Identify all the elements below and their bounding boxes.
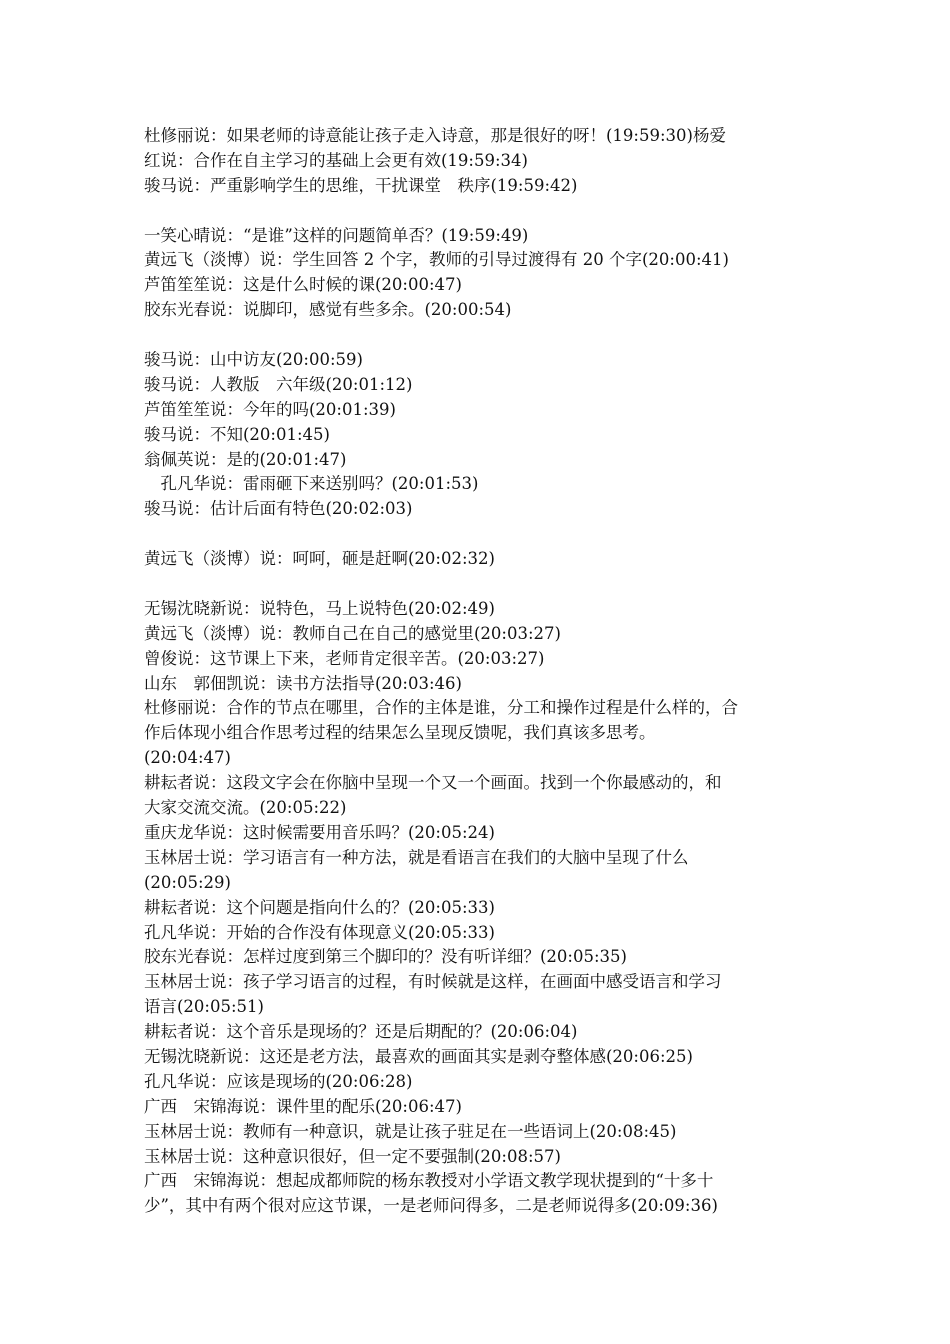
chat-line: 耕耘者说：这个音乐是现场的？还是后期配的？(20:06:04) — [144, 1022, 578, 1042]
chat-line: 杜修丽说：合作的节点在哪里，合作的主体是谁，分工和操作过程是什么样的，合 — [144, 698, 738, 718]
blank-line — [144, 323, 816, 348]
chat-line: 孔凡华说：应该是现场的(20:06:28) — [144, 1071, 413, 1091]
chat-line: (20:04:47) — [144, 748, 231, 768]
chat-line: 孔凡华说：开始的合作没有体现意义(20:05:33) — [144, 922, 495, 942]
chat-line: 骏马说：人教版 六年级(20:01:12) — [144, 374, 413, 394]
chat-line: 无锡沈晓新说：这还是老方法，最喜欢的画面其实是剥夺整体感(20:06:25) — [144, 1046, 693, 1066]
chat-line: 黄远飞（淡博）说：学生回答 2 个字，教师的引导过渡得有 20 个字(20:00:41) — [144, 250, 729, 270]
chat-line: 语言(20:05:51) — [144, 997, 264, 1017]
chat-line: 骏马说：估计后面有特色(20:02:03) — [144, 499, 413, 519]
chat-line: 骏马说：不知(20:01:45) — [144, 424, 330, 444]
chat-line: 玉林居士说：学习语言有一种方法，就是看语言在我们的大脑中呈现了什么 — [144, 847, 689, 867]
chat-line: 大家交流交流。(20:05:22) — [144, 798, 347, 818]
chat-line: 黄远飞（淡博）说：教师自己在自己的感觉里(20:03:27) — [144, 623, 561, 643]
chat-line: 无锡沈晓新说：说特色，马上说特色(20:02:49) — [144, 598, 495, 618]
chat-line: 骏马说：山中访友(20:00:59) — [144, 350, 363, 370]
chat-line: 曾俊说：这节课上下来，老师肯定很辛苦。(20:03:27) — [144, 648, 545, 668]
chat-line: 耕耘者说：这个问题是指向什么的？(20:05:33) — [144, 897, 495, 917]
document-body — [144, 124, 816, 1219]
chat-line: 重庆龙华说：这时候需要用音乐吗？(20:05:24) — [144, 822, 495, 842]
chat-line: 作后体现小组合作思考过程的结果怎么呈现反馈呢，我们真该多思考。 — [144, 723, 656, 743]
chat-line: 骏马说：严重影响学生的思维，干扰课堂 秩序(19:59:42) — [144, 175, 578, 195]
blank-line — [144, 522, 816, 547]
chat-line: 玉林居士说：教师有一种意识，就是让孩子驻足在一些语词上(20:08:45) — [144, 1121, 677, 1141]
chat-line: 红说：合作在自主学习的基础上会更有效(19:59:34) — [144, 150, 528, 170]
chat-line: 耕耘者说：这段文字会在你脑中呈现一个又一个画面。找到一个你最感动的，和 — [144, 773, 722, 793]
chat-line: 胶东光春说：说脚印，感觉有些多余。(20:00:54) — [144, 300, 512, 320]
chat-line: 芦笛笙笙说：今年的吗(20:01:39) — [144, 399, 396, 419]
chat-line: 一笑心晴说：“是谁”这样的问题简单否？(19:59:49) — [144, 225, 529, 245]
chat-line: 广西 宋锦海说：课件里的配乐(20:06:47) — [144, 1096, 462, 1116]
blank-line — [144, 572, 816, 597]
chat-line: 少”，其中有两个很对应这节课，一是老师问得多，二是老师说得多(20:09:36) — [144, 1196, 718, 1216]
chat-line: 孔凡华说：雷雨砸下来送别吗？(20:01:53) — [144, 474, 479, 494]
chat-line: 芦笛笙笙说：这是什么时候的课(20:00:47) — [144, 275, 462, 295]
chat-line: 玉林居士说：这种意识很好，但一定不要强制(20:08:57) — [144, 1146, 561, 1166]
chat-line: 胶东光春说：怎样过度到第三个脚印的？没有听详细？(20:05:35) — [144, 947, 627, 967]
chat-line: 翁佩英说：是的(20:01:47) — [144, 449, 347, 469]
chat-line: 玉林居士说：孩子学习语言的过程，有时候就是这样，在画面中感受语言和学习 — [144, 972, 722, 992]
chat-line: 山东 郭佃凯说：读书方法指导(20:03:46) — [144, 673, 462, 693]
chat-line: 广西 宋锦海说：想起成都师院的杨东教授对小学语文教学现状提到的“十多十 — [144, 1171, 714, 1191]
chat-line: (20:05:29) — [144, 872, 231, 892]
blank-line — [144, 199, 816, 224]
chat-line: 黄远飞（淡博）说：呵呵，砸是赶啊(20:02:32) — [144, 549, 495, 569]
chat-line: 杜修丽说：如果老师的诗意能让孩子走入诗意，那是很好的呀！(19:59:30)杨爱 — [144, 126, 726, 145]
